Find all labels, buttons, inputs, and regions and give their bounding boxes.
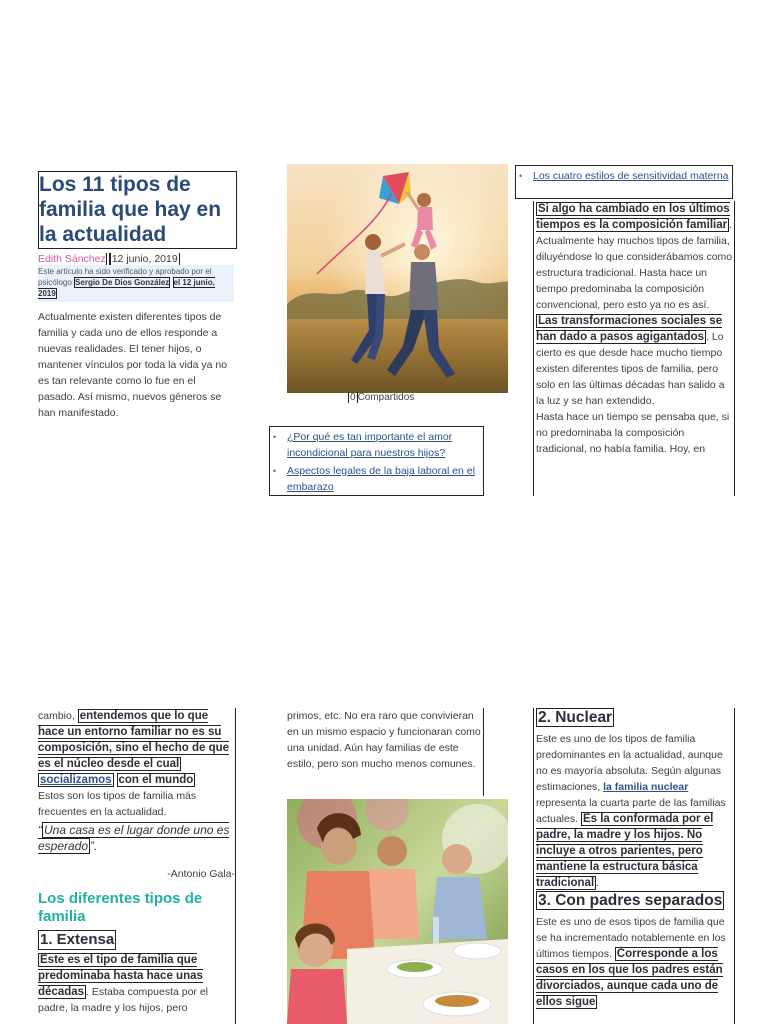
quote-author: -Antonio Gala-	[167, 868, 235, 880]
list-item	[533, 168, 732, 184]
list-item	[287, 463, 483, 495]
column-bottom-right	[533, 708, 735, 1024]
paragraph-text: . Lo cierto es que desde hace mucho tiempo existen diferentes tipos de familia, pero solo en las últimas décadas han salido a la luz y se han extendido.	[536, 331, 725, 407]
paragraph	[536, 201, 734, 313]
article-title-box	[38, 171, 237, 249]
quote-open-mark: “	[38, 823, 42, 837]
column-bottom-left	[38, 708, 236, 1024]
shares-count: 0	[350, 392, 356, 403]
socializamos-link[interactable]: socializamos	[40, 774, 112, 786]
related-link[interactable]: Los cuatro estilos de sensitividad materna	[533, 170, 729, 182]
related-link[interactable]: Aspectos legales de la baja laboral en el embarazo	[287, 465, 475, 493]
paragraph-text: . Actualmente hay muchos tipos de familia, diluyéndose lo que considerábamos como estructura tradicional. Hasta hace un tiempo predominaba la composición convencional, pero esto ya no es así.	[536, 219, 733, 311]
highlight-text: con el mundo	[118, 774, 194, 786]
familia-nuclear-link[interactable]: la familia nuclear	[603, 781, 689, 793]
paragraph-text: representa la cuarta parte de las familias actuales.	[536, 797, 726, 825]
type-3-heading: 3. Con padres separados	[538, 892, 723, 909]
type-1-heading: 1. Extensa	[40, 931, 115, 948]
highlight-text: entendemos que lo que hace un entorno familiar no es su composición, sino el hecho de que es el núcleo desde el cual	[38, 710, 230, 770]
paragraph: Hasta hace un tiempo se pensaba que, si no predominaba la composición tradicional, no había familia. Hoy, en	[536, 411, 730, 455]
paragraph-text: . Estaba compuesta por el padre, la madre y los hijos, pero	[38, 986, 209, 1014]
paragraph: Estos son los tipos de familia más frecuentes en la actualidad.	[38, 790, 197, 818]
reviewer-link[interactable]: Sergio De Dios González	[75, 278, 170, 287]
verified-notice	[38, 265, 234, 302]
paragraph-text: cambio,	[38, 710, 75, 722]
list-item	[287, 429, 483, 461]
blockquote	[38, 822, 235, 854]
hero-image-family-kite	[287, 164, 508, 393]
shares-counter[interactable]	[348, 392, 414, 403]
paragraph	[38, 708, 235, 788]
verified-date: el 12 junio, 2019	[38, 278, 215, 298]
paragraph-text: Este es uno de los tipos de familia predominantes en la actualidad, aunque no es mayoría absoluta. Según algunas estimaciones,	[536, 733, 723, 793]
related-links-right	[515, 165, 733, 199]
article-date: 12 junio, 2019	[111, 253, 178, 265]
shares-label: Compartidos	[357, 392, 415, 403]
quote-text: Una casa es el lugar donde uno es esperado	[38, 823, 230, 853]
paragraph	[536, 313, 734, 409]
paragraph	[536, 914, 734, 1010]
article-title: Los 11 tipos de familia que hay en la actualidad	[39, 173, 222, 246]
highlight-text: Corresponde a los casos en los que los padres están divorciados, aunque cada uno de ellos sigue	[536, 948, 723, 1008]
highlight-text: Si algo ha cambiado en los últimos tiempos es la composición familiar	[536, 203, 730, 231]
intro-paragraph: Actualmente existen diferentes tipos de familia y cada uno de ellos responde a nuevas realidades. El tener hijos, o mantener vínculos por toda la vida ya no es tan relevante como lo fue en el pasado. Así mismo, nuevos géneros se han manifestado.	[38, 311, 228, 419]
related-links-middle	[269, 426, 484, 496]
column-bottom-middle	[287, 708, 484, 796]
family-illustration	[287, 799, 508, 1024]
column-top-right	[533, 201, 735, 496]
paragraph-text: Este es uno de esos tipos de familia que se ha incrementado notablemente en los últimos tiempos.	[536, 916, 726, 960]
paragraph: primos, etc. No era raro que convivieran en un mismo espacio y funcionaran como una unidad. Aún hay familias de este estilo, pero son mucho menos comunes.	[287, 710, 481, 770]
section-heading: Los diferentes tipos de familia	[38, 890, 203, 925]
family-dinner-image	[287, 799, 508, 1024]
highlight-text: Este es el tipo de familia que predominaba hasta hace unas décadas	[38, 954, 203, 998]
quote-close-mark: ”.	[90, 839, 98, 853]
paragraph: Este es uno de los tipos de familia predominantes en la actualidad, aunque no es mayoría absoluta. Según algunas estimaciones, la familia nuclear representa la cuarta parte de las familias actuales. Es la conformada por el padre, la madre y los hijos. No incluye a otros parientes, pero mantiene la estructura básica tradicional .	[536, 733, 726, 889]
paragraph	[38, 952, 235, 1016]
verified-prefix: Este artículo ha sido verificado y aprobado por el psicólogo	[38, 267, 212, 287]
highlight-text: Las transformaciones sociales se han dado a pasos agigantados	[536, 315, 723, 343]
author-link[interactable]: Edith Sánchez	[38, 253, 106, 265]
highlight-text: Es la conformada por el padre, la madre y los hijos. No incluye a otros parientes, pero mantiene la estructura básica tradicional	[536, 813, 714, 889]
hero-illustration	[287, 164, 508, 393]
type-2-heading: 2. Nuclear	[538, 709, 613, 726]
article-meta	[38, 253, 234, 265]
related-link[interactable]: ¿Por qué es tan importante el amor incondicional para nuestros hijos?	[287, 431, 453, 459]
